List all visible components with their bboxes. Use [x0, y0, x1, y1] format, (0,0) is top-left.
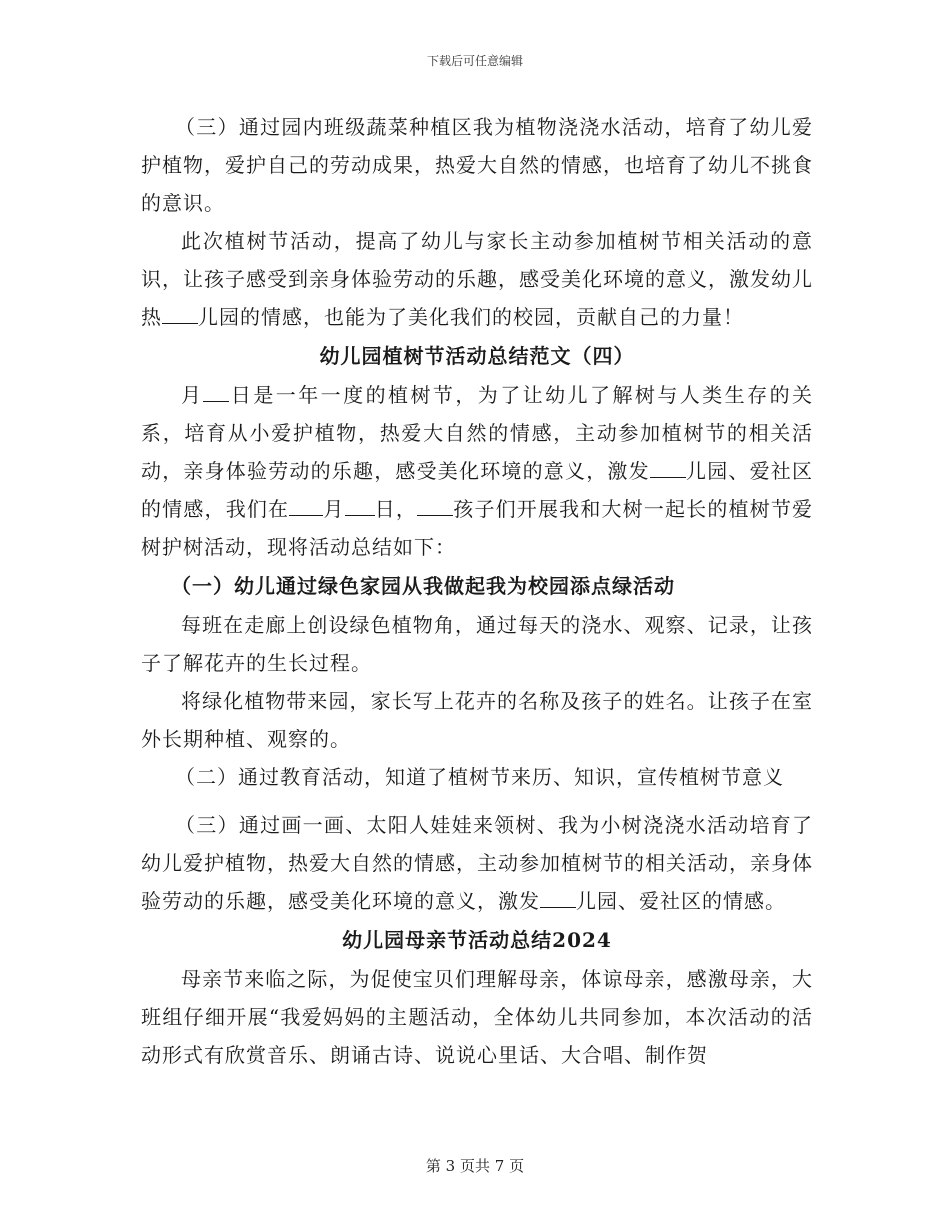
fill-blank [345, 495, 375, 516]
fill-blank [289, 495, 323, 516]
paragraph-text: 此次植树节活动，提高了幼儿与家长主动参加植树节相关活动的意识，让孩子感受到亲身体验劳动的乐趣，感受美化环境的意义，激发幼儿热 [141, 229, 813, 329]
section-heading-mothers-day: 幼儿园母亲节活动总结2024 [342, 928, 612, 952]
fill-blank [203, 381, 229, 402]
subheading-one: （一）幼儿通过绿色家园从我做起我为校园添点绿活动 [171, 574, 675, 598]
paragraph-text: 月 [181, 383, 204, 407]
fill-blank [417, 495, 453, 516]
page-header: 下载后可任意编辑 [426, 54, 523, 68]
paragraph-text: 儿园、爱社区的情感，我们在 [141, 459, 814, 521]
paragraph-text: （三）通过园内班级蔬菜种植区我为植物浇浇水活动，培育了幼儿爱护植物，爱护自己的劳动成果，热爱大自然的情感，也培育了幼儿不挑食的意识。 [141, 115, 813, 215]
paragraph-mothers-day: 母亲节来临之际，为促使宝贝们理解母亲，体谅母亲，感激母亲，大班组仔细开展“我爱妈妈的主题活动，全体幼儿共同参加，本次活动的活动形式有欣赏音乐、朗诵古诗、说说心里话、大合唱、制作贺 [141, 967, 813, 1067]
paragraph-text: 日是一年一度的植树节，为了让幼儿了解树与人类生存的关系，培育从小爱护植物，热爱大自然的情感，主动参加植树节的相关活动，亲身体验劳动的乐趣，感受美化环境的意义，激发 [141, 383, 814, 483]
paragraph-text: 孩子们开展我和大树一起长的植树节爱树护树活动，现将活动总结如下： [141, 497, 814, 559]
document-body [141, 108, 813, 1074]
page-footer: 第 3 页共 7 页 [425, 1157, 525, 1175]
paragraph-text: 儿园、爱社区的情感。 [576, 889, 786, 913]
paragraph-text: 日， [374, 497, 418, 521]
paragraph-text: 月 [323, 497, 345, 521]
paragraph-section-three [141, 108, 813, 222]
paragraph-section-three-b [141, 806, 813, 920]
fill-blank [162, 303, 198, 324]
paragraph-plant-corner: 每班在走廊上创设绿色植物角，通过每天的浇水、观察、记录，让孩子了解花卉的生长过程。 [141, 613, 813, 675]
fill-blank [650, 457, 686, 478]
paragraph-section-two: （二）通过教育活动，知道了植树节来历、知识，宣传植树节意义 [175, 765, 784, 789]
paragraph-bring-plants: 将绿化植物带来园，家长写上花卉的名称及孩子的姓名。让孩子在室外长期种植、观察的。 [141, 689, 813, 751]
section-heading-four: 幼儿园植树节活动总结范文（四） [319, 344, 635, 368]
fill-blank [540, 887, 576, 908]
paragraph-intro [141, 376, 813, 566]
paragraph-text: （三）通过画一画、太阳人娃娃来领树、我为小树浇浇水活动培育了幼儿爱护植物，热爱大自然的情感，主动参加植树节的相关活动，亲身体验劳动的乐趣，感受美化环境的意义，激发 [141, 813, 813, 913]
paragraph-text: 儿园的情感，也能为了美化我们的校园，贡献自己的力量！ [198, 305, 744, 329]
paragraph-summary [141, 222, 813, 336]
